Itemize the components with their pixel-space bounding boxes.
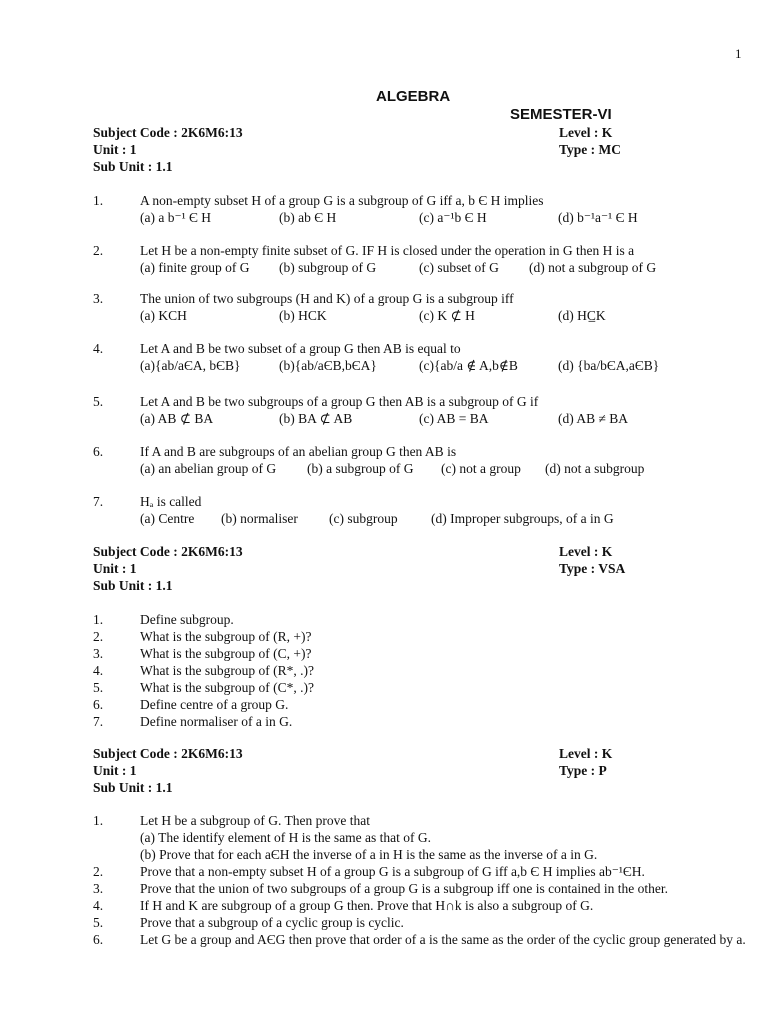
item-number: 3. <box>93 881 104 896</box>
item-text: Define centre of a group G. <box>140 697 289 712</box>
list-item <box>93 914 768 931</box>
option-b: (b) BA ⊄ AB <box>279 411 353 426</box>
subject-code: Subject Code : 2K6M6:13 <box>93 544 243 559</box>
unit: Unit : 1 <box>93 561 137 576</box>
item-text: Prove that a subgroup of a cyclic group is cyclic. <box>140 915 404 930</box>
list-item <box>93 931 768 948</box>
option-c: (c) not a group <box>441 461 521 476</box>
sub-item-text: (b) Prove that for each aЄH the inverse of a in H is the same as the inverse of a in G. <box>140 847 598 862</box>
list-item <box>93 696 768 713</box>
option-b: (b) a subgroup of G <box>307 461 414 476</box>
option-d: (d) not a subgroup of G <box>529 260 657 275</box>
level: Level : K <box>559 125 613 140</box>
question-number: 1. <box>93 193 104 208</box>
item-text: What is the subgroup of (C*, .)? <box>140 680 314 695</box>
question-number: 7. <box>93 494 104 509</box>
option-a: (a) a b⁻¹ Є H <box>140 210 212 225</box>
question-stem: Let A and B be two subset of a group G then AB is equal to <box>140 341 461 356</box>
item-text: Let H be a subgroup of G. Then prove that <box>140 813 370 828</box>
item-text: Prove that the union of two subgroups of a group G is a subgroup iff one is contained in the other. <box>140 881 669 896</box>
item-number: 6. <box>93 932 104 947</box>
section-header-mc <box>93 124 693 175</box>
option-d: (d) AB ≠ BA <box>558 411 629 426</box>
item-number: 7. <box>93 714 104 729</box>
question-number: 2. <box>93 243 104 258</box>
list-item <box>93 628 768 645</box>
level: Level : K <box>559 544 613 559</box>
option-c: (c) subgroup <box>329 511 398 526</box>
vsa-question-list <box>93 611 768 730</box>
type: Type : VSA <box>559 561 626 576</box>
document-title: ALGEBRA <box>376 88 451 105</box>
question-stem: A non-empty subset H of a group G is a subgroup of G iff a, b Є H implies <box>140 193 544 208</box>
option-b: (b){ab/aЄB,bЄA} <box>279 358 377 373</box>
section-header-vsa <box>93 543 693 594</box>
item-number: 1. <box>93 612 104 627</box>
item-number: 5. <box>93 680 104 695</box>
item-text: What is the subgroup of (R*, .)? <box>140 663 314 678</box>
option-b: (b) subgroup of G <box>279 260 377 275</box>
question-number: 4. <box>93 341 104 356</box>
option-c: (c) K ⊄ H <box>419 308 475 323</box>
question-stem: Let A and B be two subgroups of a group G then AB is a subgroup of G if <box>140 394 539 409</box>
option-d: (d) not a subgroup <box>545 461 645 476</box>
option-b: (b) HCK <box>279 308 327 323</box>
list-item <box>93 897 768 914</box>
item-number: 3. <box>93 646 104 661</box>
type: Type : MC <box>559 142 621 157</box>
item-text: Prove that a non-empty subset H of a group G is a subgroup of G iff a,b Є H implies ab⁻¹ЄH. <box>140 864 645 879</box>
unit: Unit : 1 <box>93 142 137 157</box>
item-text: What is the subgroup of (C, +)? <box>140 646 312 661</box>
option-a: (a) an abelian group of G <box>140 461 277 476</box>
list-item <box>93 679 768 696</box>
option-a: (a) Centre <box>140 511 195 526</box>
option-c: (c){ab/a ∉ A,b∉B <box>419 358 518 373</box>
list-item <box>93 863 768 880</box>
option-d: (d) Improper subgroups, of a in G <box>431 511 614 526</box>
option-c: (c) AB = BA <box>419 411 489 426</box>
item-number: 6. <box>93 697 104 712</box>
item-number: 4. <box>93 898 104 913</box>
p-question-list <box>93 812 768 948</box>
list-item <box>93 812 768 863</box>
list-item <box>93 880 768 897</box>
question-stem: The union of two subgroups (H and K) of a group G is a subgroup iff <box>140 291 514 306</box>
sub-unit: Sub Unit : 1.1 <box>93 159 173 174</box>
item-text: Define normaliser of a in G. <box>140 714 293 729</box>
subject-code: Subject Code : 2K6M6:13 <box>93 125 243 140</box>
question-stem: Hₐ is called <box>140 494 202 509</box>
option-a: (a) KCH <box>140 308 187 323</box>
sub-unit: Sub Unit : 1.1 <box>93 578 173 593</box>
option-c: (c) a⁻¹b Є H <box>419 210 487 225</box>
item-number: 1. <box>93 813 104 828</box>
question-number: 6. <box>93 444 104 459</box>
option-d: (d) {ba/bЄA,aЄB} <box>558 358 660 373</box>
subject-code: Subject Code : 2K6M6:13 <box>93 746 243 761</box>
option-c: (c) subset of G <box>419 260 499 275</box>
option-a: (a) finite group of G <box>140 260 250 275</box>
unit: Unit : 1 <box>93 763 137 778</box>
item-text: Let G be a group and AЄG then prove that order of a is the same as the order of the cyclic group generated by a. <box>140 932 746 947</box>
item-text: What is the subgroup of (R, +)? <box>140 629 312 644</box>
item-number: 5. <box>93 915 104 930</box>
item-text: Define subgroup. <box>140 612 234 627</box>
option-d: (d) b⁻¹a⁻¹ Є H <box>558 210 638 225</box>
list-item <box>93 662 768 679</box>
question-stem: If A and B are subgroups of an abelian group G then AB is <box>140 444 457 459</box>
sub-unit: Sub Unit : 1.1 <box>93 780 173 795</box>
item-number: 4. <box>93 663 104 678</box>
option-d: (d) HC̲K <box>558 308 606 323</box>
item-number: 2. <box>93 864 104 879</box>
type: Type : P <box>559 763 607 778</box>
list-item <box>93 713 768 730</box>
option-b: (b) normaliser <box>221 511 298 526</box>
sub-item-text: (a) The identify element of H is the same as that of G. <box>140 830 432 845</box>
option-a: (a) AB ⊄ BA <box>140 411 214 426</box>
question-number: 3. <box>93 291 104 306</box>
item-number: 2. <box>93 629 104 644</box>
semester-label: SEMESTER-VI <box>510 106 612 123</box>
question-stem: Let H be a non-empty finite subset of G. IF H is closed under the operation in G then H is a <box>140 243 635 258</box>
item-text: If H and K are subgroup of a group G then. Prove that H∩k is also a subgroup of G. <box>140 898 594 913</box>
option-b: (b) ab Є H <box>279 210 337 225</box>
page-number: 1 <box>735 46 742 61</box>
list-item <box>93 645 768 662</box>
question-number: 5. <box>93 394 104 409</box>
option-a: (a){ab/aЄA, bЄB} <box>140 358 241 373</box>
level: Level : K <box>559 746 613 761</box>
list-item <box>93 611 768 628</box>
section-header-p <box>93 745 693 796</box>
